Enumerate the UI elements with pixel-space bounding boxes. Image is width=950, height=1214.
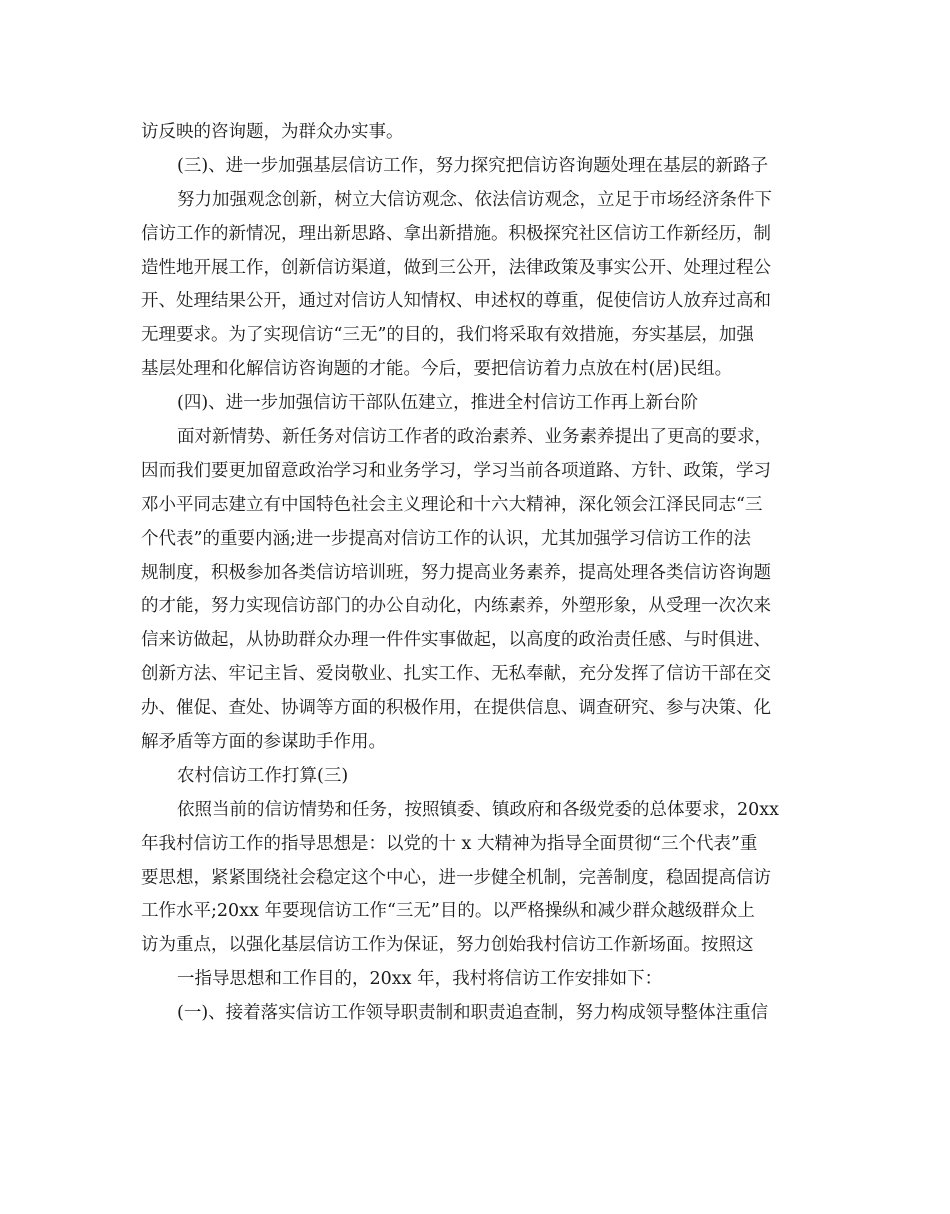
text-line: 信来访做起，从协助群众办理一件件实事做起，以高度的政治责任感、与时俱进、 <box>141 630 771 651</box>
text-line: 依照当前的信访情势和任务，按照镇委、镇政府和各级党委的总体要求，20xx <box>177 799 780 820</box>
text-line: 工作水平;20xx 年要现信访工作“三无”目的。以严格操纵和减少群众越级群众上 <box>141 901 755 922</box>
text-line: (四)、进一步加强信访干部队伍建立，推进全村信访工作再上新台阶 <box>177 393 699 414</box>
text-line: 面对新情势、新任务对信访工作者的政治素养、业务素养提出了更高的要求， <box>177 427 772 448</box>
text-line: 一指导思想和工作目的，20xx 年，我村将信访工作安排如下： <box>177 969 663 990</box>
text-line: (三)、进一步加强基层信访工作，努力探究把信访咨询题处理在基层的新路子 <box>177 155 769 176</box>
text-line: 解矛盾等方面的参谋助手作用。 <box>141 732 386 753</box>
text-line: 要思想，紧紧围绕社会稳定这个中心，进一步健全机制，完善制度，稳固提高信访 <box>141 867 771 888</box>
text-line: 农村信访工作打算(三) <box>177 765 349 786</box>
text-line: 造性地开展工作，创新信访渠道，做到三公开，法律政策及事实公开、处理过程公 <box>141 257 771 278</box>
text-line: (一)、接着落实信访工作领导职责制和职责追查制，努力构成领导整体注重信 <box>177 1003 769 1024</box>
text-line: 个代表”的重要内涵;进一步提高对信访工作的认识，尤其加强学习信访工作的法 <box>141 528 751 549</box>
text-line: 访为重点，以强化基层信访工作为保证，努力创始我村信访工作新场面。按照这 <box>141 935 754 956</box>
text-line: 创新方法、牢记主旨、爱岗敬业、扎实工作、无私奉献，充分发挥了信访干部在交 <box>141 664 771 685</box>
text-line: 因而我们要更加留意政治学习和业务学习，学习当前各项道路、方针、政策，学习 <box>141 460 771 481</box>
text-line: 访反映的咨询题，为群众办实事。 <box>141 122 404 142</box>
text-line: 无理要求。为了实现信访“三无”的目的，我们将采取有效措施，夯实基层，加强 <box>141 325 754 346</box>
text-line: 邓小平同志建立有中国特色社会主义理论和十六大精神，深化领会江泽民同志“三 <box>141 494 763 515</box>
text-line: 开、处理结果公开，通过对信访人知情权、申述权的尊重，促使信访人放弃过高和 <box>141 291 771 312</box>
text-line: 努力加强观念创新，树立大信访观念、依法信访观念，立足于市场经济条件下 <box>177 189 772 210</box>
text-line: 规制度，积极参加各类信访培训班，努力提高业务素养，提高处理各类信访咨询题 <box>141 562 771 583</box>
text-line: 的才能，努力实现信访部门的办公自动化，内练素养，外塑形象，从受理一次次来 <box>141 596 771 617</box>
text-line: 基层处理和化解信访咨询题的才能。今后，要把信访着力点放在村(居)民组。 <box>141 359 733 380</box>
text-line: 年我村信访工作的指导思想是：以党的十 x 大精神为指导全面贯彻“三个代表”重 <box>141 833 758 854</box>
document-body <box>141 116 813 1031</box>
text-line: 办、催促、查处、协调等方面的积极作用，在提供信息、调查研究、参与决策、化 <box>141 698 771 719</box>
text-line: 信访工作的新情况，理出新思路、拿出新措施。积极探究社区信访工作新经历，制 <box>141 223 771 244</box>
